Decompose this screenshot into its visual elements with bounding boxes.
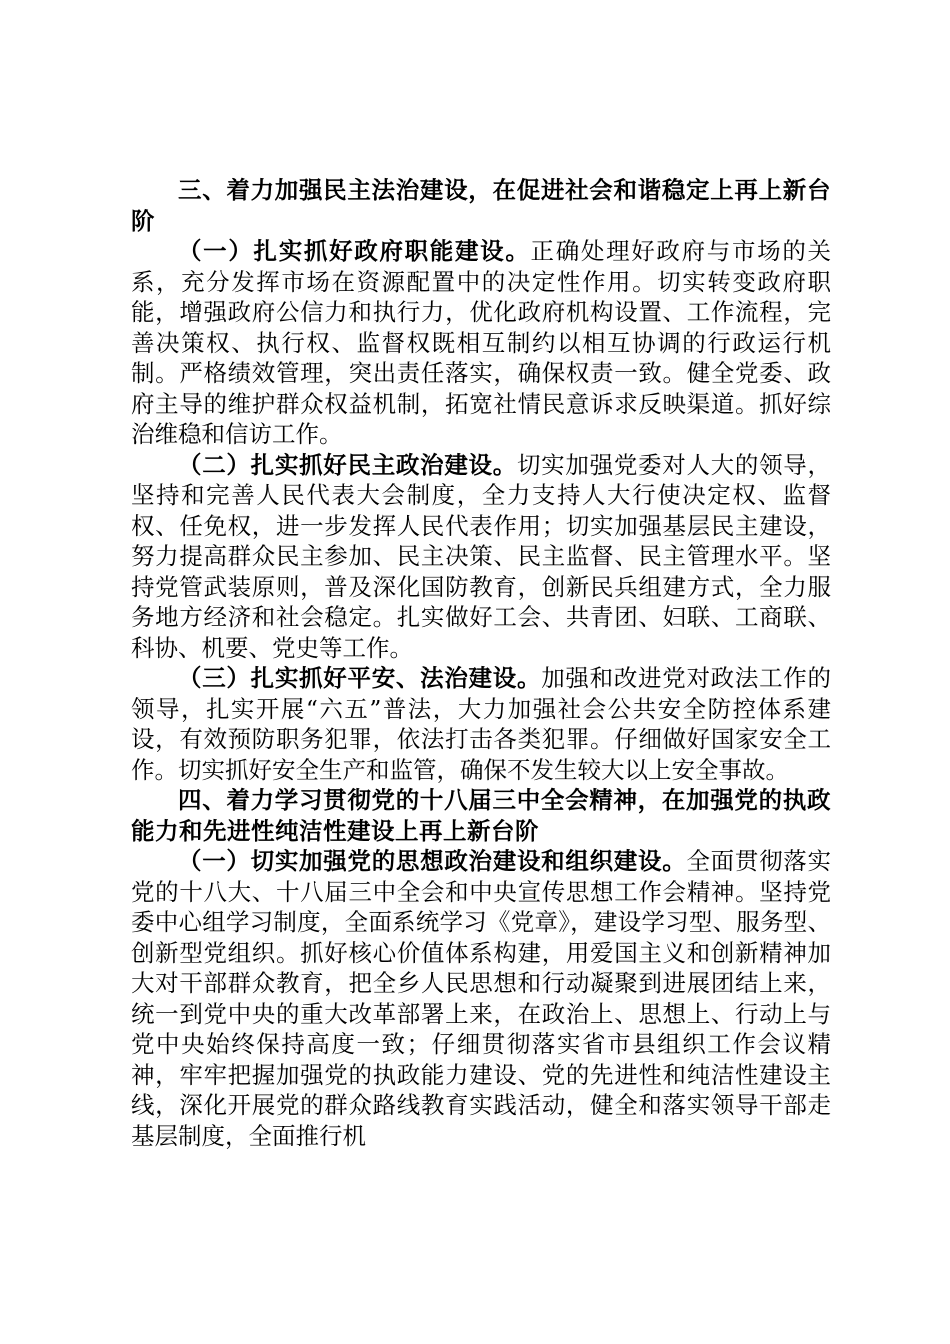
paragraph-3-2 — [131, 450, 831, 664]
section-heading-4: 四、着力学习贯彻党的十八届三中全会精神，在加强党的执政能力和先进性纯洁性建设上再上新台阶 — [131, 786, 831, 845]
paragraph-3-3 — [131, 663, 831, 785]
paragraph-lead: （一）扎实抓好政府职能建设。 — [178, 237, 531, 265]
section-heading-3: 三、着力加强民主法治建设，在促进社会和谐稳定上再上新台阶 — [131, 176, 831, 235]
paragraph-3-1 — [131, 236, 831, 450]
paragraph-body: 切实加强党委对人大的领导，坚持和完善人民代表大会制度，全力支持人大行使决定权、监督权、任免权，进一步发挥人民代表作用；切实加强基层民主建设，努力提高群众民主参加、民主决策、民主监督、民主管理水平。坚持党管武装原则，普及深化国防教育，创新民兵组建方式，全力服务地方经济和社会稳定。扎实做好工会、共青团、妇联、工商联、科协、机要、党史等工作。 — [131, 450, 832, 662]
document-page — [131, 175, 831, 1151]
paragraph-4-1 — [131, 846, 831, 1151]
paragraph-body: 全面贯彻落实党的十八大、十八届三中全会和中央宣传思想工作会精神。坚持党委中心组学习制度，全面系统学习《党章》，建设学习型、服务型、创新型党组织。抓好核心价值体系构建，用爱国主义和创新精神加大对干部群众教育，把全乡人民思想和行动凝聚到进展团结上来，统一到党中央的重大改革部署上来，在政治上、思想上、行动上与党中央始终保持高度一致；仔细贯彻落实省市县组织工作会议精神，牢牢把握加强党的执政能力建设、党的先进性和纯洁性建设主线，深化开展党的群众路线教育实践活动，健全和落实领导干部走基层制度，全面推行机 — [131, 847, 832, 1150]
paragraph-lead: （三）扎实抓好平安、法治建设。 — [178, 664, 542, 692]
paragraph-lead: （一）切实加强党的思想政治建设和组织建设。 — [178, 847, 687, 875]
paragraph-lead: （二）扎实抓好民主政治建设。 — [178, 450, 517, 479]
paragraph-body: 加强和改进党对政法工作的领导，扎实开展“六五”普法，大力加强社会公共安全防控体系建设，有效预防职务犯罪，依法打击各类犯罪。仔细做好国家安全工作。切实抓好安全生产和监管，确保不发生较大以上安全事故。 — [131, 664, 832, 784]
paragraph-body: 正确处理好政府与市场的关系，充分发挥市场在资源配置中的决定性作用。切实转变政府职能，增强政府公信力和执行力，优化政府机构设置、工作流程，完善决策权、执行权、监督权既相互制约以相互协调的行政运行机制。严格绩效管理，突出责任落实，确保权责一致。健全党委、政府主导的维护群众权益机制，拓宽社情民意诉求反映渠道。抓好综治维稳和信访工作。 — [131, 237, 832, 448]
